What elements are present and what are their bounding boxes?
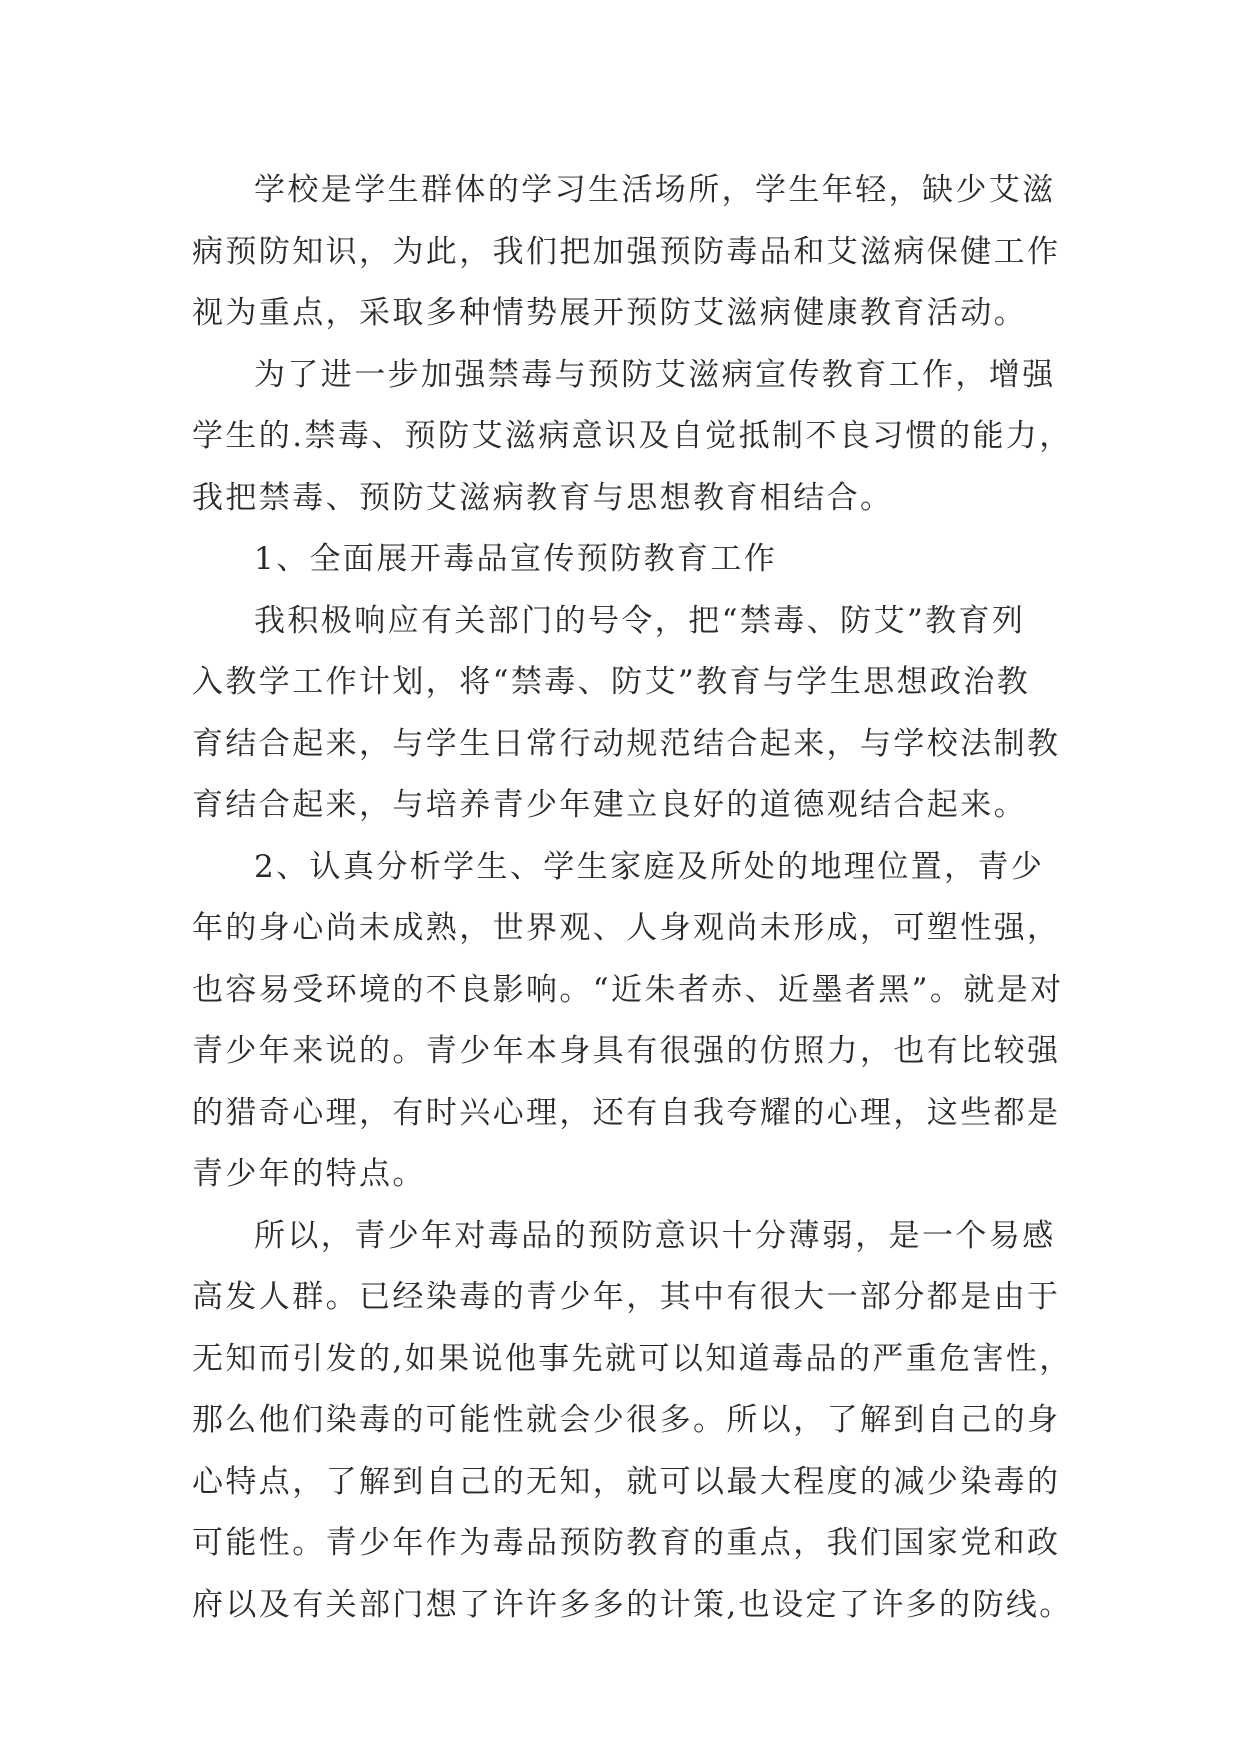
- text-line: 高发人群。已经染毒的青少年，其中有很大一部分都是由于: [192, 1279, 1061, 1315]
- text-line: 学生的.禁毒、预防艾滋病意识及自觉抵制不良习惯的能力，: [192, 418, 1073, 454]
- text-line: 为了进一步加强禁毒与预防艾滋病宣传教育工作，增强: [254, 356, 1056, 393]
- document-body: [192, 160, 1073, 1636]
- text-line: 我把禁毒、预防艾滋病教育与思想教育相结合。: [192, 479, 894, 516]
- text-line: 入教学工作计划，将“禁毒、防艾”教育与学生思想政治教: [192, 664, 1031, 700]
- paragraph-intro: [192, 160, 1061, 345]
- text-line: 病预防知识，为此，我们把加强预防毒品和艾滋病保健工作: [192, 233, 1061, 270]
- section-heading-1: [192, 529, 1052, 591]
- text-line: 育结合起来，与培养青少年建立良好的道德观结合起来。: [192, 787, 1027, 823]
- paragraph-education: [192, 345, 1073, 530]
- text-line: 年的身心尚未成熟，世界观、人身观尚未形成，可塑性强，: [192, 910, 1061, 946]
- text-line: 心特点，了解到自己的无知，就可以最大程度的减少染毒的: [192, 1463, 1061, 1500]
- text-line: 学校是学生群体的学习生活场所，学生年轻，缺少艾滋: [254, 172, 1056, 208]
- text-line: 2、认真分析学生、学生家庭及所处的地理位置，青少: [254, 848, 1045, 885]
- paragraph-analysis: [192, 837, 1064, 1206]
- paragraph-response: [192, 591, 1061, 837]
- text-line: 青少年来说的。青少年本身具有很强的仿照力，也有比较强: [192, 1033, 1061, 1069]
- text-line: 视为重点，采取多种情势展开预防艾滋病健康教育活动。: [192, 295, 1027, 331]
- text-line: 府以及有关部门想了许许多多的计策,也设定了许多的防线。: [192, 1586, 1073, 1623]
- text-line: 那么他们染毒的可能性就会少很多。所以，了解到自己的身: [192, 1402, 1061, 1438]
- text-line: 所以，青少年对毒品的预防意识十分薄弱，是一个易感: [254, 1217, 1056, 1254]
- text-line: 无知而引发的,如果说他事先就可以知道毒品的严重危害性，: [192, 1340, 1073, 1377]
- text-line: 的猎奇心理，有时兴心理，还有自我夸耀的心理，这些都是: [192, 1094, 1061, 1131]
- text-line: 也容易受环境的不良影响。“近朱者赤、近墨者黑”。就是对: [192, 971, 1064, 1008]
- text-line: 我积极响应有关部门的号令，把“禁毒、防艾”教育列: [254, 602, 1026, 639]
- text-line: 育结合起来，与学生日常行动规范结合起来，与学校法制教: [192, 725, 1061, 762]
- paragraph-conclusion: [192, 1206, 1073, 1637]
- text-line: 1、全面展开毒品宣传预防教育工作: [254, 541, 778, 577]
- text-line: 可能性。青少年作为毒品预防教育的重点，我们国家党和政: [192, 1525, 1061, 1561]
- text-line: 青少年的特点。: [192, 1156, 426, 1192]
